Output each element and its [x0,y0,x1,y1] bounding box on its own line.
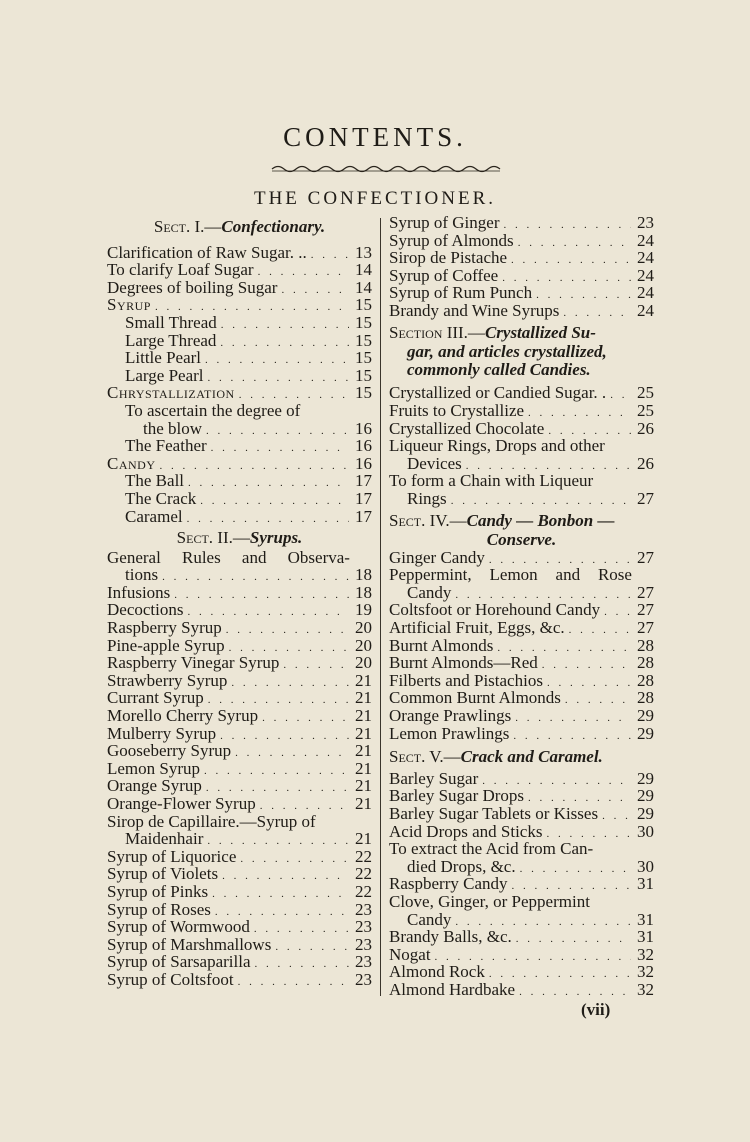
page-ref: 15 [355,383,372,403]
toc-entry [107,637,372,655]
toc-entry-line: Sirop de Capillaire.—Syrup of [107,811,316,831]
section-title: Candy — Bonbon — [466,510,615,530]
entry-title: Crystallized or Candied Sugar. . [389,383,607,403]
entry-title: Ginger Candy [389,547,485,567]
toc-entry [389,619,654,637]
section-heading-5 [389,742,654,770]
page-number: (vii) [581,1000,611,1019]
page-ref: 17 [355,471,372,491]
page-ref: 28 [637,635,654,655]
toc-entry [107,672,372,690]
toc-entry [389,805,654,823]
entry-title: Syrup of Sarsaparilla [107,952,251,972]
dot-leader [604,604,631,622]
entry-title: Caramel [125,506,183,526]
dot-leader [565,692,631,710]
toc-entry [107,883,372,901]
page-ref: 24 [637,230,654,250]
toc-entry [107,936,372,954]
entry-title: Syrup of Ginger [389,213,500,232]
toc-entry [389,981,654,999]
toc-entry-line: To ascertain the degree of [125,400,301,420]
word: Peppermint, [389,565,472,585]
toc-entry [389,214,654,232]
entry-title: Lemon Prawlings [389,723,510,743]
dot-leader [511,252,631,270]
page-ref: 13 [355,242,372,262]
entry-title: Almond Hardbake [389,979,516,999]
toc-entry-line: Liqueur Rings, Drops and other [389,436,605,456]
toc-entry [107,619,372,637]
entry-title: Small Thread [125,312,217,332]
dot-leader [563,305,631,323]
page-ref: 28 [637,670,654,690]
book-subtitle: THE CONFECTIONER. [253,188,497,209]
toc-entry [389,858,654,876]
page-ref: 25 [637,400,654,420]
page-ref: 14 [355,277,372,297]
dot-leader [275,939,349,957]
page-ref: 18 [355,565,372,585]
entry-title: tions [125,565,159,585]
toc-entry [107,953,372,971]
toc-entry [389,637,654,655]
dot-leader [262,710,349,728]
dot-leader [222,868,349,886]
page-ref: 27 [637,488,654,508]
page-ref: 24 [637,248,654,268]
entry-title: Rings [407,488,447,508]
word: Observa- [287,547,350,567]
entry-title: Gooseberry Syrup [107,741,232,761]
toc-entry [389,654,654,672]
entry-title: Barley Sugar [389,768,479,788]
entry-title: Syrup of Pinks [107,881,209,901]
dot-leader [515,710,631,728]
page-ref: 23 [637,213,654,232]
page-ref: 20 [355,635,372,655]
entry-title: Common Burnt Almonds [389,688,561,708]
section-number: Sect. IV.— [389,510,467,530]
page-ref: 15 [355,365,372,385]
page-ref: 23 [355,952,372,972]
page-ref: 14 [355,260,372,280]
section-heading-2 [107,525,372,549]
dot-leader [569,622,631,640]
dot-leader [513,728,631,746]
toc-entry [107,760,372,778]
entry-title: Barley Sugar Drops [389,786,525,806]
page-ref: 21 [355,670,372,690]
word: Lemon [489,565,538,585]
toc-entry [107,455,372,473]
word: Rose [597,565,632,585]
entry-title: Coltsfoot or Horehound Candy [389,600,601,620]
entry-title: Fruits to Crystallize [389,400,525,420]
toc-entry [107,314,372,332]
toc-entry [107,437,372,455]
toc-entry [107,918,372,936]
page-ref: 16 [355,418,372,438]
page-ref: 17 [355,488,372,508]
toc-entry [107,725,372,743]
section-title: gar, and articles crystallized, [407,342,607,362]
word: and [555,565,581,585]
page-ref: 29 [637,723,654,743]
page-ref: 29 [637,768,654,788]
page-ref: 21 [355,688,372,708]
entry-title: Syrup [107,295,151,315]
page-ref: 15 [355,312,372,332]
page-ref: 23 [355,899,372,919]
page-ref: 21 [355,758,372,778]
dot-leader [520,861,631,879]
dot-leader [188,475,349,493]
toc-entry [389,584,654,602]
page-ref: 22 [355,881,372,901]
entry-title: To clarify Loaf Sugar [107,260,254,280]
entry-title: Burnt Almonds [389,635,494,655]
toc-entry [389,963,654,981]
entry-title: Mulberry Syrup [107,723,217,743]
page-ref: 31 [637,874,654,894]
dot-leader [231,675,349,693]
entry-title: Large Pearl [125,365,204,385]
page-ref: 28 [637,653,654,673]
page-ref: 27 [637,547,654,567]
entry-title: Clarification of Raw Sugar. .. [107,242,307,262]
dot-leader [204,763,349,781]
page-ref: 22 [355,864,372,884]
page-ref: 30 [637,821,654,841]
left-column [107,214,372,989]
dot-leader [212,886,349,904]
toc-entry [107,384,372,402]
page-ref: 32 [637,944,654,964]
toc-entry [389,770,654,788]
dot-leader [602,808,631,826]
dot-leader [516,931,631,949]
page-ref: 16 [355,436,372,456]
entry-title: Almond Rock [389,962,485,982]
toc-entry [107,349,372,367]
entry-title: Syrup of Roses [107,899,211,919]
toc-entry [107,420,372,438]
right-column [389,214,654,999]
entry-title: Nogat [389,944,431,964]
toc-entry [107,244,372,262]
toc-entry [389,911,654,929]
page-ref: 29 [637,706,654,726]
toc-entry [107,261,372,279]
section-title-continued [389,343,654,361]
toc-entry [107,584,372,602]
entry-title: Acid Drops and Sticks [389,821,543,841]
entry-title: Orange-Flower Syrup [107,794,256,813]
toc-entry [389,725,654,743]
entry-title: Raspberry Candy [389,874,508,894]
section-title: Conserve. [486,530,557,550]
entry-title: The Crack [125,488,197,508]
entry-title: Orange Syrup [107,776,202,796]
entry-title: Sirop de Pistache [389,248,508,268]
page-ref: 29 [637,804,654,823]
page-ref: 24 [637,283,654,303]
page-ref: 17 [355,506,372,526]
entry-title: Syrup of Rum Punch [389,283,533,303]
page-ref: 27 [637,600,654,620]
page-ref: 20 [355,653,372,673]
section-heading-4 [389,508,654,532]
dot-leader [238,974,349,992]
toc-entry-line: To form a Chain with Liqueur [389,471,594,491]
entry-title: Syrup of Marshmallows [107,934,272,954]
dot-leader [187,511,349,529]
toc-entry [389,823,654,841]
entry-title: Artificial Fruit, Eggs, &c. [389,618,565,638]
section-title: Crystallized Su- [484,322,596,342]
entry-title: Orange Prawlings [389,706,512,726]
page-ref: 21 [355,741,372,761]
entry-title: Filberts and Pistachios [389,670,543,690]
page-ref: 31 [637,927,654,947]
entry-title: Pine-apple Syrup [107,635,225,655]
entry-title: Little Pearl [125,348,202,368]
ornamental-rule [270,163,502,175]
toc-entry [389,601,654,619]
dot-leader [451,493,631,511]
section-number: Sect. V.— [389,747,461,767]
dot-leader [226,622,349,640]
entry-title: Candy [107,453,156,473]
toc-entry [389,384,654,402]
entry-title: Decoctions [107,600,184,620]
entry-title: Candy [407,582,452,602]
page-ref: 32 [637,979,654,999]
entry-title: Raspberry Vinegar Syrup [107,653,280,673]
dot-leader [281,282,349,300]
page-ref: 15 [355,348,372,368]
toc-entry-line [389,566,654,584]
toc-entry-line: Clove, Ginger, or Peppermint [389,891,590,911]
toc-entry [389,402,654,420]
entry-title: Maidenhair [125,829,204,849]
entry-title: Brandy Balls, &c. [389,927,512,947]
page-ref: 23 [355,917,372,937]
dot-leader [220,335,349,353]
dot-leader [200,493,349,511]
page-ref: 21 [355,776,372,796]
entry-title: Syrup of Almonds [389,230,514,250]
entry-title: The Feather [125,436,207,456]
toc-entry [389,928,654,946]
word: General [107,547,161,567]
entry-title: Crystallized Chocolate [389,418,545,438]
toc-entry [389,455,654,473]
dot-leader [206,423,349,441]
section-title-continued [389,361,654,379]
page-ref: 20 [355,618,372,638]
page-ref: 26 [637,453,654,473]
dot-leader [255,956,349,974]
toc-entry [107,901,372,919]
toc-entry [107,865,372,883]
page-ref: 21 [355,829,372,849]
section-title: Crack and Caramel. [460,747,603,767]
toc-entry [389,672,654,690]
entry-title: Candy [407,909,452,929]
dot-leader [519,984,631,1002]
toc-entry [389,689,654,707]
page-ref: 27 [637,618,654,638]
toc-entry [389,420,654,438]
dot-leader [503,217,631,235]
entry-title: Barley Sugar Tablets or Kisses [389,804,599,823]
dot-leader [174,587,349,605]
section-title: commonly called Candies. [407,359,591,379]
entry-title: Degrees of boiling Sugar [107,277,278,297]
entry-title: Burnt Almonds—Red [389,653,538,673]
toc-entry [107,654,372,672]
toc-entry [107,296,372,314]
page-ref: 21 [355,723,372,743]
toc-entry [107,707,372,725]
dot-leader [283,657,349,675]
dot-leader [220,728,349,746]
toc-entry [389,787,654,805]
dot-leader [518,235,631,253]
page-ref: 22 [355,846,372,866]
page-ref: 21 [355,794,372,813]
entry-title: Syrup of Coltsfoot [107,969,234,989]
page-ref: 27 [637,582,654,602]
toc-entry [107,601,372,619]
section-title-continued [389,531,654,549]
entry-title: Infusions [107,582,171,602]
toc-entry [107,971,372,989]
entry-title: Syrup of Liquorice [107,846,237,866]
toc-entry [107,566,372,584]
entry-title: Large Thread [125,330,217,350]
entry-title: Lemon Syrup [107,758,201,778]
entry-title: Devices [407,453,462,473]
page-ref: 32 [637,962,654,982]
column-divider [380,218,381,996]
entry-title: Brandy and Wine Syrups [389,300,560,320]
toc-entry [107,279,372,297]
section-number: Sect. I.— [153,217,222,236]
entry-title: Strawberry Syrup [107,670,228,690]
toc-entry-line [107,549,372,567]
section-heading-1 [107,214,372,238]
toc-entry [389,267,654,285]
entry-title: Syrup of Wormwood [107,917,250,937]
toc-entry [107,742,372,760]
page-ref: 31 [637,909,654,929]
page-ref: 24 [637,265,654,285]
toc-entry [107,830,372,848]
section-heading-3 [389,320,654,344]
toc-entry [389,232,654,250]
dot-leader [205,352,349,370]
page-ref: 23 [355,934,372,954]
toc-entry [389,549,654,567]
dot-leader [211,440,349,458]
word: and [241,547,267,567]
dot-leader [240,851,349,869]
entry-title: Syrup of Coffee [389,265,499,285]
page-ref: 21 [355,706,372,726]
entry-title: died Drops, &c. [407,856,516,876]
toc-entry [389,875,654,893]
page-ref: 26 [637,418,654,438]
dot-leader [610,387,631,405]
page-ref: 15 [355,295,372,315]
section-title: Syrups. [249,528,303,548]
page-ref: 25 [637,383,654,403]
section-number: Sect. II.— [176,528,250,548]
toc-entry [107,472,372,490]
page-ref: 16 [355,453,372,473]
page-ref: 30 [637,856,654,876]
toc-entry-line: To extract the Acid from Can- [389,839,594,859]
toc-entry [389,946,654,964]
page-ref: 15 [355,330,372,350]
toc-entry [107,795,372,813]
dot-leader [160,458,349,476]
toc-entry [389,490,654,508]
toc-entry [107,777,372,795]
entry-title: Currant Syrup [107,688,204,708]
entry-title: The Ball [125,471,185,491]
entry-title: the blow [143,418,203,438]
dot-leader [542,657,631,675]
toc-entry [107,490,372,508]
page-title: CONTENTS. [283,122,467,152]
toc-entry [389,284,654,302]
word: Rules [182,547,221,567]
section-number: Section III.— [389,322,485,342]
dot-leader [221,317,349,335]
entry-title: Raspberry Syrup [107,618,222,638]
page-ref: 19 [355,600,372,620]
toc-entry [107,508,372,526]
page-ref: 23 [355,969,372,989]
page-ref: 18 [355,582,372,602]
section-title: Confectionary. [221,217,326,236]
toc-entry [389,302,654,320]
page-ref: 29 [637,786,654,806]
entry-title: Morello Cherry Syrup [107,706,259,726]
toc-entry [389,707,654,725]
dot-leader [235,745,349,763]
dot-leader [311,247,349,265]
page-ref: 24 [637,300,654,320]
page-ref: 28 [637,688,654,708]
entry-title: Syrup of Violets [107,864,219,884]
toc-entry [107,332,372,350]
toc-entry [107,367,372,385]
dot-leader [162,569,349,587]
toc-entry [389,249,654,267]
toc-entry [107,848,372,866]
toc-entry [107,689,372,707]
entry-title: Chrystallization [107,383,235,403]
